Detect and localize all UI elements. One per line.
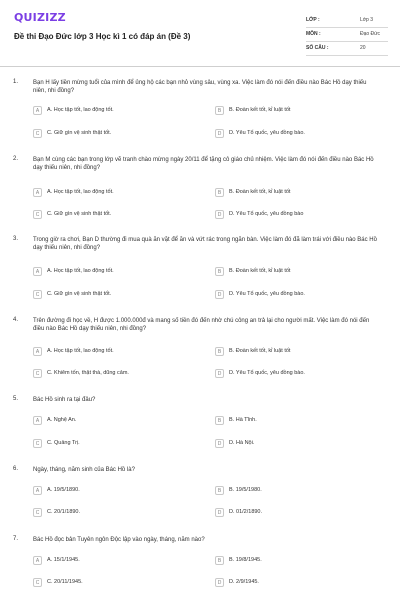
option-text: C. Giữ gìn vệ sinh thật tốt.	[47, 211, 112, 217]
option-text: A. Học tập tốt, lao động tốt.	[47, 348, 114, 354]
quizizz-logo: QUIZIZZ	[14, 11, 66, 24]
meta-value: Lớp 3	[360, 17, 374, 23]
question-text: Bạn H lấy tiền mừng tuổi của mình để ủng hộ các bạn nhỏ vùng sâu, vùng xa. Việc làm đó nói đến điều nào Bác Hồ dạy thiếu niên, nhi đồng?	[33, 80, 367, 94]
option-letter-badge: C	[33, 290, 42, 299]
option-b[interactable]	[215, 105, 385, 117]
option-c[interactable]	[33, 438, 203, 450]
option-b[interactable]	[215, 555, 385, 567]
option-d[interactable]	[215, 128, 385, 140]
option-letter-badge: A	[33, 347, 42, 356]
option-letter-badge: D	[215, 508, 224, 517]
question-number: 6.	[13, 466, 19, 472]
option-letter-badge: D	[215, 578, 224, 587]
option-d[interactable]	[215, 438, 385, 450]
option-text: D. Yêu Tổ quốc, yêu đồng bào	[229, 211, 304, 217]
option-c[interactable]	[33, 289, 203, 301]
option-d[interactable]	[215, 289, 385, 301]
option-letter-badge: A	[33, 188, 42, 197]
meta-value: Đạo Đức	[360, 31, 381, 37]
option-text: C. Giữ gìn vệ sinh thật tốt.	[47, 291, 112, 297]
option-text: C. Quảng Trị.	[47, 440, 80, 446]
option-a[interactable]	[33, 555, 203, 567]
meta-grade	[306, 14, 388, 28]
meta-label: MÔN :	[306, 31, 321, 37]
option-letter-badge: B	[215, 188, 224, 197]
meta-label: SỐ CÂU :	[306, 45, 329, 51]
question-number: 1.	[13, 79, 19, 85]
option-text: D. 2/9/1945.	[229, 579, 259, 585]
option-letter-badge: B	[215, 267, 224, 276]
question-text: Bạn M cùng các bạn trong lớp vẽ tranh chào mừng ngày 20/11 để tặng cô giáo chủ nhiệm. Việc làm đó nói đến điều nào Bác Hồ dạy thiếu niên, nhi đồng?	[33, 157, 374, 171]
question-number: 5.	[13, 396, 19, 402]
option-d[interactable]	[215, 209, 385, 221]
header-divider	[0, 66, 400, 67]
option-letter-badge: C	[33, 129, 42, 138]
option-letter-badge: C	[33, 439, 42, 448]
option-text: B. Đoàn kết tốt, kỉ luật tốt	[229, 189, 291, 195]
option-text: A. Nghệ An.	[47, 417, 77, 423]
option-letter-badge: D	[215, 290, 224, 299]
option-text: A. 15/1/1945.	[47, 557, 80, 563]
option-letter-badge: A	[33, 556, 42, 565]
option-text: C. Giữ gìn vệ sinh thật tốt.	[47, 130, 112, 136]
option-c[interactable]	[33, 507, 203, 519]
option-a[interactable]	[33, 266, 203, 278]
option-text: D. Yêu Tổ quốc, yêu đồng bào.	[229, 130, 305, 136]
question-text: Bác Hồ sinh ra tại đâu?	[33, 397, 96, 403]
option-d[interactable]	[215, 577, 385, 589]
option-letter-badge: D	[215, 369, 224, 378]
option-letter-badge: C	[33, 369, 42, 378]
meta-value: 20	[360, 45, 366, 51]
meta-label: LỚP :	[306, 17, 320, 23]
option-letter-badge: B	[215, 486, 224, 495]
option-a[interactable]	[33, 415, 203, 427]
option-a[interactable]	[33, 485, 203, 497]
option-letter-badge: C	[33, 508, 42, 517]
option-d[interactable]	[215, 368, 385, 380]
option-d[interactable]	[215, 507, 385, 519]
option-b[interactable]	[215, 346, 385, 358]
option-letter-badge: B	[215, 106, 224, 115]
option-letter-badge: C	[33, 578, 42, 587]
option-text: B. Đoàn kết tốt, kỉ luật tốt	[229, 348, 291, 354]
option-c[interactable]	[33, 368, 203, 380]
option-letter-badge: A	[33, 486, 42, 495]
option-letter-badge: B	[215, 556, 224, 565]
question-number: 7.	[13, 536, 19, 542]
question-text: Bác Hồ đọc bản Tuyên ngôn Độc lập vào ngày, tháng, năm nào?	[33, 537, 205, 543]
question-text: Trong giờ ra chơi, Bạn D thường đi mua quà ăn vặt để ăn và vứt rác trong ngăn bàn. Việc làm đó đã làm trái với điều nào Bác Hồ dạy thiếu niên, nhi đồng?	[33, 237, 377, 251]
option-text: B. Đoàn kết tốt, kỉ luật tốt	[229, 107, 291, 113]
worksheet-header	[0, 0, 400, 62]
meta-question-count	[306, 42, 388, 56]
option-text: D. Hà Nội.	[229, 440, 255, 446]
option-b[interactable]	[215, 415, 385, 427]
option-c[interactable]	[33, 577, 203, 589]
page-title: Đề thi Đạo Đức lớp 3 Học kì 1 có đáp án (Đề 3)	[14, 32, 191, 41]
option-letter-badge: A	[33, 267, 42, 276]
option-a[interactable]	[33, 346, 203, 358]
question-number: 2.	[13, 156, 19, 162]
option-text: B. 19/8/1945.	[229, 557, 262, 563]
option-text: D. 01/2/1890.	[229, 509, 263, 515]
option-b[interactable]	[215, 187, 385, 199]
option-c[interactable]	[33, 209, 203, 221]
option-text: B. 19/5/1980.	[229, 487, 262, 493]
option-text: A. 19/5/1890.	[47, 487, 80, 493]
option-a[interactable]	[33, 187, 203, 199]
option-a[interactable]	[33, 105, 203, 117]
option-letter-badge: D	[215, 129, 224, 138]
option-text: C. 20/11/1945.	[47, 579, 83, 585]
option-letter-badge: B	[215, 347, 224, 356]
option-text: A. Học tập tốt, lao động tốt.	[47, 268, 114, 274]
option-letter-badge: D	[215, 210, 224, 219]
option-letter-badge: A	[33, 106, 42, 115]
option-text: A. Học tập tốt, lao động tốt.	[47, 107, 114, 113]
question-number: 3.	[13, 236, 19, 242]
meta-subject	[306, 28, 388, 42]
option-text: B. Hà Tĩnh.	[229, 417, 257, 423]
option-b[interactable]	[215, 485, 385, 497]
option-c[interactable]	[33, 128, 203, 140]
option-letter-badge: A	[33, 416, 42, 425]
question-text: Trên đường đi học về, H được 1.000.000đ và mang số tiền đó đến nhờ chú công an trả lại cho người mất. Việc làm đó nói đến điều nào Bác Hồ dạy thiếu niên, nhi đồng?	[33, 318, 370, 332]
option-letter-badge: D	[215, 439, 224, 448]
question-number: 4.	[13, 317, 19, 323]
option-text: B. Đoàn kết tốt, kỉ luật tốt	[229, 268, 291, 274]
option-text: C. 20/1/1890.	[47, 509, 81, 515]
option-letter-badge: B	[215, 416, 224, 425]
option-text: D. Yêu Tổ quốc, yêu đồng bào.	[229, 370, 305, 376]
option-text: C. Khiêm tốn, thật thà, dũng cảm.	[47, 370, 129, 376]
option-text: A. Học tập tốt, lao động tốt.	[47, 189, 114, 195]
option-letter-badge: C	[33, 210, 42, 219]
option-text: D. Yêu Tổ quốc, yêu đồng bào.	[229, 291, 305, 297]
option-b[interactable]	[215, 266, 385, 278]
question-text: Ngày, tháng, năm sinh của Bác Hồ là?	[33, 467, 135, 473]
